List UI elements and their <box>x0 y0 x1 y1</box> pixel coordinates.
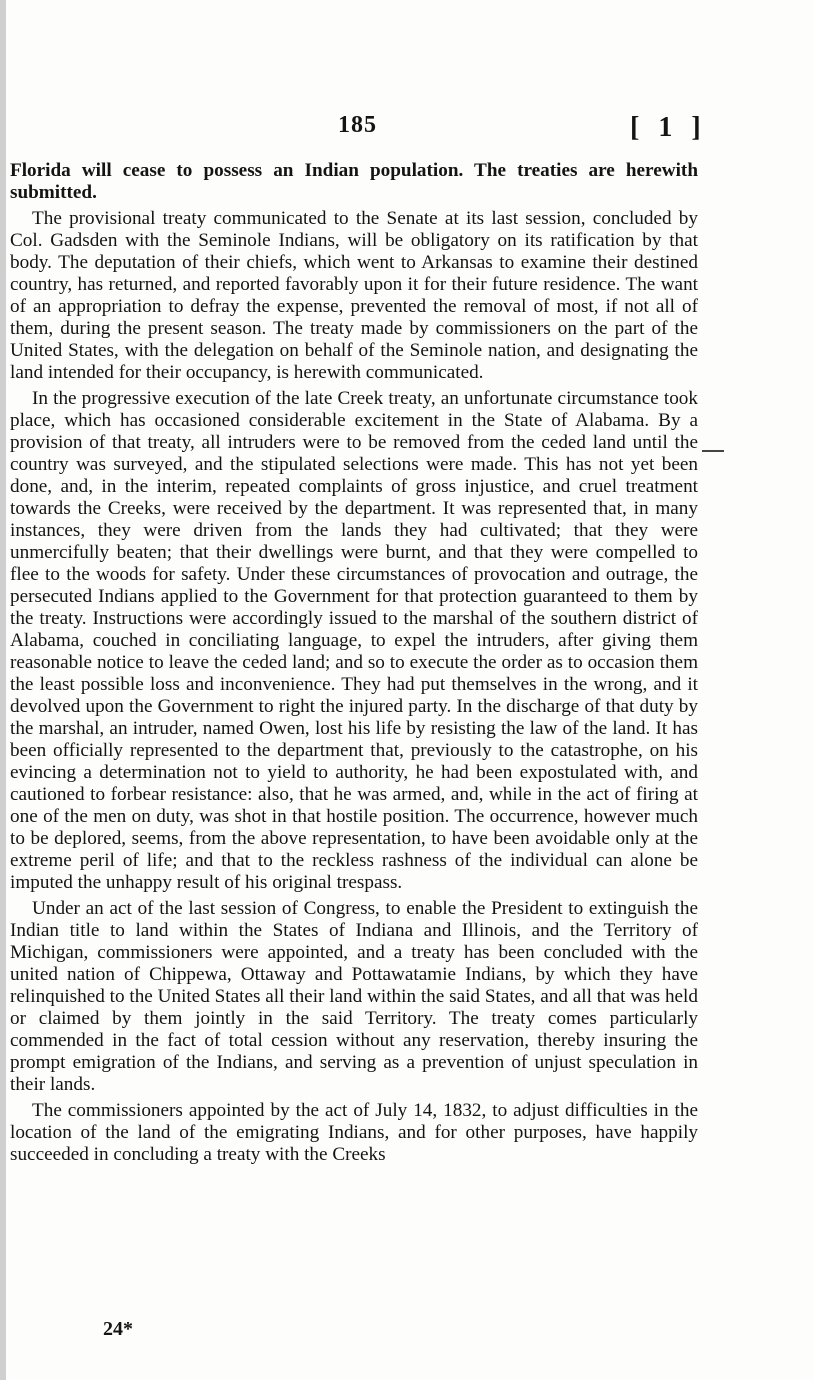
paragraph-creek-treaty: In the progressive execution of the late Creek treaty, an unfortunate circumstance took place, which has occasioned considerable excitement in the State of Alabama. By a provision of that treaty, all intruders were to be removed from the ceded land until the country was surveyed, and the stipulated selections were made. This has not yet been done, and, in the interim, repeated complaints of gross injustice, and cruel treatment towards the Creeks, were received by the department. It was represented that, in many instances, they were driven from the lands they had cultivated; that they were unmercifully beaten; that their dwellings were burnt, and that they were compelled to flee to the woods for safety. Under these circumstances of provocation and outrage, the persecuted Indians applied to the Government for that protection guaranteed to them by the treaty. Instructions were accordingly issued to the marshal of the southern district of Alabama, couched in conciliating language, to expel the intruders, after giving them reasonable notice to leave the ceded land; and so to execute the order as to occasion them the least possible loss and inconvenience. They had put themselves in the wrong, and it devolved upon the Government to right the injured party. In the discharge of that duty by the marshal, an intruder, named Owen, lost his life by resisting the law of the land. It has been officially represented to the department that, previously to the catastrophe, on his evincing a determination not to yield to authority, he had been expostulated with, and cautioned to forbear resistance: also, that he was armed, and, while in the act of firing at one of the men on duty, was shot in that hostile position. The occurrence, however much to be deplored, seems, from the above representation, to have been avoidable only at the extreme peril of life; and that to the reckless rashness of the individual can alone be imputed the unhappy result of his original trespass. <box>10 388 698 893</box>
document-number: [ 1 ] <box>630 112 707 143</box>
paragraph-commissioners: The commissioners appointed by the act of July 14, 1832, to adjust difficulties in the location of the land of the emigrating Indians, and for other purposes, have happily succeeded in concluding a treaty with the Creeks <box>10 1100 698 1165</box>
signature-mark: 24* <box>103 1318 133 1340</box>
paragraph-chippewa-treaty: Under an act of the last session of Congress, to enable the President to extinguish the Indian title to land within the States of Indiana and Illinois, and the Territory of Michigan, commissioners were appointed, and a treaty has been concluded with the united nation of Chippewa, Ottaway and Pottawatamie Indians, by which they have relinquished to the United States all their land within the said States, and all that was held or claimed by them jointly in the said Territory. The treaty comes particularly commended in the fact of total cession without any reservation, thereby insuring the prompt emigration of the Indians, and serving as a prevention of unjust speculation in their lands. <box>10 898 698 1095</box>
body-text <box>10 160 698 1170</box>
scan-edge <box>0 0 6 1380</box>
paragraph-continuation: Florida will cease to possess an Indian population. The treaties are herewith submitted. <box>10 160 698 203</box>
page-number: 185 <box>338 112 377 138</box>
paragraph-seminole-treaty: The provisional treaty communicated to the Senate at its last session, concluded by Col. Gadsden with the Seminole Indians, will be obligatory on its ratification by that body. The deputation of their chiefs, which went to Arkansas to examine their destined country, has returned, and reported favorably upon it for their future residence. The want of an appropriation to defray the expense, prevented the removal of most, if not all of them, during the present season. The treaty made by commissioners on the part of the United States, with the delegation on behalf of the Seminole nation, and designating the land intended for their occupancy, is herewith communicated. <box>10 208 698 383</box>
margin-mark <box>702 450 724 452</box>
